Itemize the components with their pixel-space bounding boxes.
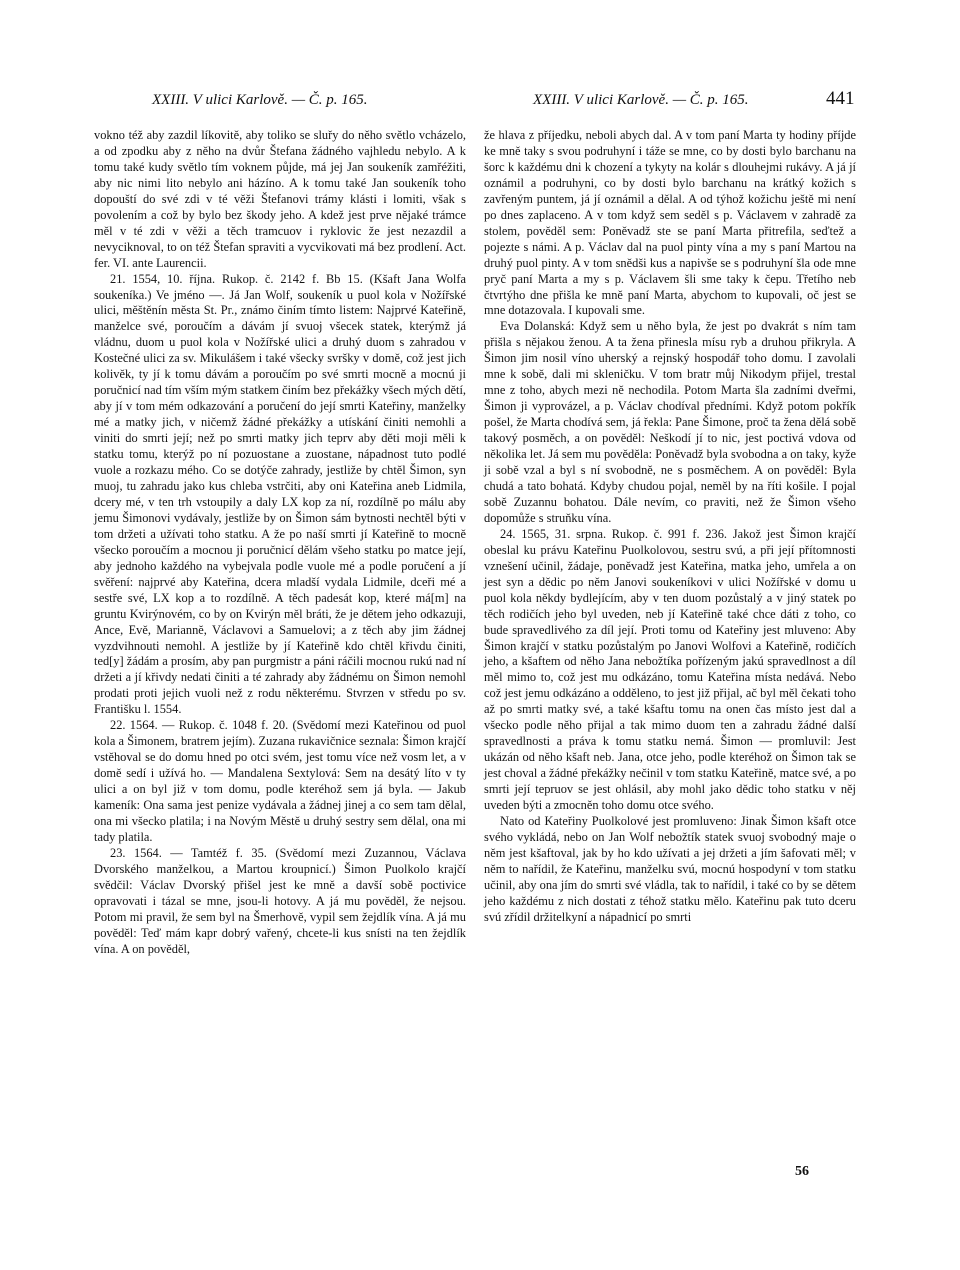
left-running-head: XXIII. V ulici Karlově. — Č. p. 165. bbox=[152, 92, 368, 108]
left-text-column bbox=[94, 128, 466, 958]
paragraph: 21. 1554, 10. října. Rukop. č. 2142 f. Bb 15. (Kšaft Jana Wolfa soukeníka.) Ve jméno —. Já Jan Wolf, soukeník u puol kola v Nožířské ulici, měštěnín města St. Pr., známo činím tímto listem: Najprvé Kateřině, manželce své, poroučím a dávám jí svuoj všecek statek, kterýmž já vládnu, duom u puol kola v Nožířské ulici a druhý duom s zahradou v Kostečné ulici za sv. Mikulášem i také všecky svršky v domě, což jest jich kolivěk, ty jí k tomu dávám a poroučím po své smrti mocně a mocnú ji poručnicí nad tím vším mým statkem činím bez překážky všech mých dětí, aby jí v tom mém odkazování a poručení do její smrti Kateřiny, manželky mé a matky jich, v ničemž žádné překážky a utískání činiti nemohli a viniti do smrti její; než po smrti matky jich teprv aby děti moji měli k statku tomu, kterýž po ní pozuostane a zuostane, nápadnost tuto podlé vuole a rozkazu mého. Co se dotýče zahrady, jestliže by chtěl Šimon, syn muoj, tu zahradu jako kus chleba vstrčiti, aby oni Kateřina aneb Lidmila, dcery mé, v ten trh vstoupily a daly LX kop za ní, rozdílně po málu aby jemu Šimonovi vydávaly, jestliže by on Šimon sám bytnosti nechtěl býti v tom držeti a užívati toho statku. A že po naší smrti jí Kateřině to mocně všecko poroučím a mocnou ji poručnicí dělám všeho statku po matce její, aby jednoho každého na vybejvala podle vuole mé a podle poručení a jí svěření: najprvé aby Kateřina, dcera mladší vydala Lidmile, dceři mé a sestře své, LX kop a to rozdílně. A těch padesát kop, které má[m] na gruntu Kvirýnovém, co by on Kvirýn měl bráti, že je dětem jeho odkazuji, Ance, Evě, Mariannĕ, Václavovi a Samuelovi; a z těch aby jim žádnej vyzdvihnouti nemohl. A jestliže by jí Kateřině kdo chtěl křivdu činiti, ted[y] žádám a prosím, aby pan purgmistr a páni ráčili mocnou rukú nad ní držeti a jí křivdy nedati činiti a té zahrady aby žádnému on Šimon nemohl prodati proti jejich vuoli než z rodu některému. Stvrzen v středu po sv. Františku l. 1554. bbox=[94, 271, 466, 717]
right-text-column bbox=[484, 128, 856, 926]
paragraph: 24. 1565, 31. srpna. Rukop. č. 991 f. 236. Jakož jest Šimon krajčí obeslal ku právu Kateřinu Puolkolovou, sestru svú, a při její přítomnosti vznešení učinil, žádaje, poněvadž jest Kateřina, matka jeho, umřela a on jest syn a dědic po něm Janovi soukeníkovi v ulici Nožířské v domu u puol kola někdy bydlejícím, aby v ten duom pozůstalý a v jiný statek po těch rodičích jeho byl uveden, neb jí Kateřině také chce dáti z toho, co bude spravedlivého za díl její. Proti tomu od Kateřiny jest mluveno: Aby Šimon krajčí v statku pozůstalým po Janovi Wolfovi a Kateřině, rodičích jeho, a kšaftem od něho Jana nebožtíka pořízeným jakú spravedlnost a díl měl mimo to, což jest mu odkázáno, tomu Kateřina místa nedává. Nebo což jest jemu odkázáno a odděleno, to jest již přijal, ač byl měl čekati toho až po smrti matky své, a také kšaftu tomu na onen čas místo jest dal a všecko podle něho přijal a tak mimo duom ten a zahradu žádné další spravedlnosti a práva k tomu statku nemá. Šimon — promluvil: Jest ukázán od něho kšaft neb. Jana, otce jeho, podle kteréhož on Šimon tak se jest choval a žádné překážky nečinil v tom statku Kateřině, matce své, a po smrti její tepruov se jest ohlásil, aby mohl jako dědic toho statku v něj uveden býti a zmocněn toho domu otce svého. bbox=[484, 526, 856, 813]
paragraph: vokno též aby zazdil líkovitě, aby toliko se sluřy do něho světlo vcházelo, a od zpodku aby z něho na dvůr Štefana žádného vajhledu nebylo. A k tomu také kudy světlo tím voknem půjde, má jej Jan soukeník zamřéžiti, aby nic nimi lito nebylo ani házíno. A k tomu také Jan soukeník toho dopouští do své zdi v té věži Štefanovi trámy klásti i lomiti, však s povolením a což by bylo bez škody jeho. A kdež jest prve nějaké trámce měl v té zdi v věži a těch tramcuov i ryklovic že jest nezazdil a nevyciknoval, to on též Štefan spraviti a vycvikovati má bez prodlení. Act. fer. VI. ante Laurencii. bbox=[94, 128, 466, 270]
paragraph: 22. 1564. — Rukop. č. 1048 f. 20. (Svědomí mezi Kateřinou od puol kola a Šimonem, bratrem jejím). Zuzana rukavičnice seznala: Šimon krajčí vstěhoval se do domu hned po otci svém, jest tomu více než vosm let, a v domě sedí i užívá ho. — Mandalena Sextylová: Sem na desátý líto v ty ulici a on byl již v tom domu, podle kteréhož sem já byla. — Jakub kameník: Ona sama jest penize vydávala a žádnej jinej a co sem tam dělal, ona mi všecko platila; i na Novým Městě u druhý sestry sem dělal, ona mi tady platila. bbox=[94, 718, 466, 844]
right-running-head: XXIII. V ulici Karlově. — Č. p. 165. bbox=[533, 92, 749, 108]
paragraph: Nato od Kateřiny Puolkolové jest promluveno: Jinak Šimon kšaft otce svého vykládá, nebo on Jan Wolf nebožtík statek svuoj svobodný maje o něm jest kšaftoval, jak by ho kdo užívati a jej držeti a jím šafovati měl; v něm to nařídil, že Kateřinu, manželku svú, mocnú hospodyní v tom statku učinil, aby ona jím do smrti své vládla, tak to nařídil, i také co by se dětem jeho každému z nich dostati z téhož statku mělo. Kateřinu pak tuto dceru svú zřídil držitelkyní a nápadnicí po smrti bbox=[484, 813, 856, 924]
page-number: 441 bbox=[826, 88, 855, 109]
paragraph: že hlava z příjedku, neboli abych dal. A v tom paní Marta ty hodiny příjde ke mně taky s svou podruhyní i táže se mne, co by dosti bylo barchanu na šorc k každému dni k chození a tykyty na kolár s dlouhejmi rukávy. A já jí oznámil a podruhyni, co by dosti bylo barchanu na krátký kožich s zavřeným puntem, já jí oznámil a dělal. A od týhož kožichu ještě mi není po dnes zaplaceno. A v tom když sem seděl s p. Václavem v zahradě za stolem, pověděl sem: Poněvadž ste se paní Marta přitrefila, seďtež a pojezte s námi. A p. Václav dal na puol pinty vína a my s paní Martou na druhý puol pinty. A v tom snědši kus a napivše se s podruhyní šla ode mne pryč paní Marta a my s p. Václavem šli sme taky k čepu. Třetího neb čtvrtýho dne přišla ke mně paní Marta, abychom to kupovali, oč jest se mne dotazovala. I kupovali sme. bbox=[484, 128, 856, 318]
paragraph: 23. 1564. — Tamtéž f. 35. (Svědomí mezi Zuzannou, Václava Dvorského manželkou, a Martou kroupnicí.) Šimon Puolkolo krajčí svědčil: Václav Dvorský přišel jest ke mně a davší sobě poctivice opravovati i tázal se mne, jsou-li hotovy. A já mu pověděl, že nejsou. Potom mi pravil, že sem byl na Šmerhově, vypil sem žejdlík vína. A já mu pověděl: Teď mám kapr dobrý vařený, chcete-li kus snísti na ten žejdlík vína. A on pověděl, bbox=[94, 845, 466, 956]
paragraph: Eva Dolanská: Když sem u něho byla, že jest po dvakrát s ním tam přišla s nějakou ženou. A ta žena přinesla mísu ryb a druhou přikryla. A Šimon jim nosil víno uherský a rejnský hospodář toho domu. I zavolali mne k sobě, dali mi skleničku. V tom bratr můj Nikodym přijel, trestal mne z toho, abych mezi ně nechodila. Potom Marta šla zadními dveřmi, Šimon ji vyprovázel, a p. Václav chodíval předními. Když potom pokřík pošel, že Marta chodívá sem, já řekla: Pane Šimone, proč ta žena dělá sobě takový posměch, a on pověděl: Neškodí jí to nic, jest poctivá vdova od několika let. Já sem mu pověděla: Poněvadž byla svobodna a on taky, kyže ji sobě vzal a byl s ní svobodně, ne s posměchem. A on pověděl: Byla chudá a tato bohatá. Kdyby chudou pojal, neměl by na říti košile. I pojal sobě Zuzannu bohatou. Dále nevím, co praviti, než že Šimon všeho dopomůže s struňku vína. bbox=[484, 319, 856, 525]
printer-signature-mark: 56 bbox=[795, 1164, 809, 1179]
